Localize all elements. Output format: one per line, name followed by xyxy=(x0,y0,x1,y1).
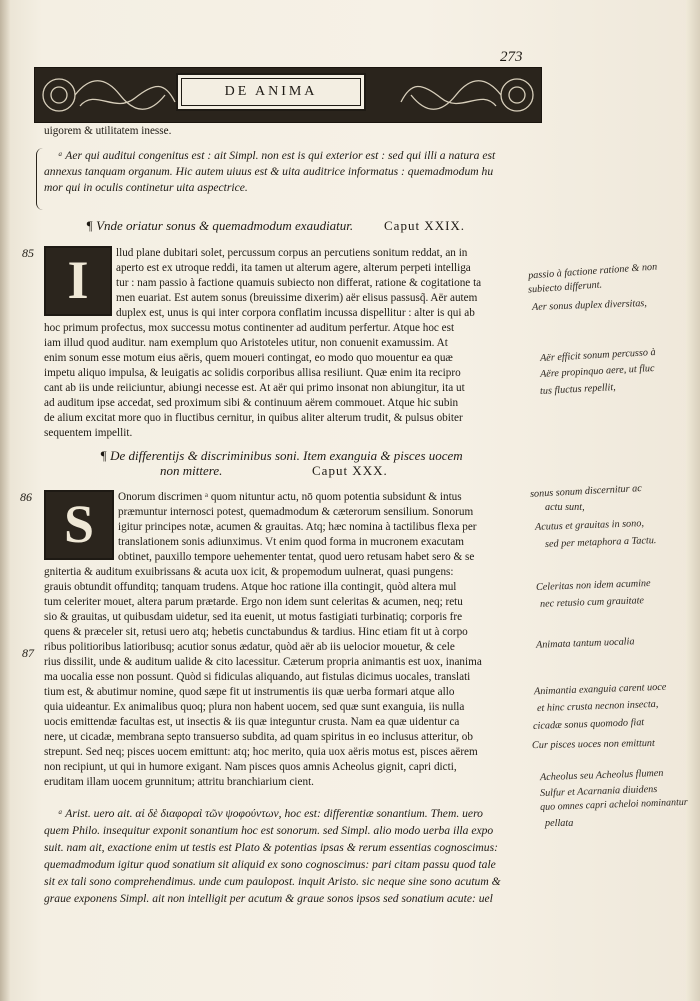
para-85-line: enim sonum esse motum eius aëris, quem moueri contingat, eo modo quo mouentur ea quæ xyxy=(44,352,453,364)
note-b-line: quem Philo. insequitur exponit sonantium hoc est sonorum. sed Simpl. alio modo uerba illa expo xyxy=(44,824,494,837)
para-86-line: ribus politioribus latioribusq; acutior sonus ædatur, quòd aër ab iis uelocior mouetur, & cele xyxy=(44,641,455,653)
marginal-note: et hinc crusta necnon insecta, xyxy=(536,698,659,715)
decorated-initial-I: I xyxy=(44,246,112,316)
para-86-line: præmuntur internosci potest, quemadmodum & cæterorum sensilium. Sonorum xyxy=(118,506,474,518)
para-85-line: men euariat. Est autem sonus (breuissime dixerim) aër elisus passusq̃. Aër autem xyxy=(116,292,478,304)
para-85-line: ad auditum ipse accedat, sed proximum sibi & continuum aërem commouet. Atque hic subin xyxy=(44,397,459,409)
para-86-line: Onorum discrimen ᵃ quom nituntur actu, nō quom potentia subsidunt & intus xyxy=(118,491,462,503)
para-86-line: tum celeriter mouet, altera parum prætarde. Ergo non idem sunt celeritas & acumen, neq; retu xyxy=(44,596,463,608)
para-85-line: de alium excitat more quo in fluctibus cernitur, in quibus aliter alterum trudit, & pulsus obiter xyxy=(44,412,463,424)
para-86-line: obtinet, pauxillo tempore uehementer tentat, quod uero retusam habet sero & se xyxy=(118,551,475,563)
para-86-line: eruditam illam uocem grunnitum; attritu branchiarium cient. xyxy=(44,776,314,788)
marginal-note: Aër efficit sonum percusso à xyxy=(539,346,656,365)
para-86-line: non recipiunt, ut qui in humore exigant. Nam pisces quos amnis Acheolus gignit, capri dicti, xyxy=(44,761,457,773)
note-b-line: quemadmodum igitur quod sonatium sit aliquid ex sono cognoscimus: pari citam passu quod tale xyxy=(44,858,496,871)
para-85-line: llud plane dubitari solet, percussum corpus an percutiens sonitum reddat, an in xyxy=(116,247,468,259)
para-85-line: duplex est, unus is qui inter corpora conflatim incussa dispellitur : alter is qui ab xyxy=(116,307,475,319)
note-a-line: ᵃ Aer qui auditui congenitus est : ait Simpl. non est is qui exterior est : sed qui illi a natura est xyxy=(58,149,496,162)
margin-number-87: 87 xyxy=(22,646,34,660)
margin-number-85: 85 xyxy=(22,246,34,260)
note-bracket xyxy=(36,148,43,210)
note-b-line: sit ex tali sono comprehendimus. unde cum paulopost. inquit Aristo. sic neque sine sono acutum & xyxy=(44,875,501,888)
para-85-line: cant ab iis unde reiiciuntur, abiungi necesse est. At aër qui primo insonat non abiungitur, ita ut xyxy=(44,382,465,394)
para-85-line: aperto est ex utroque reddi, ita tamen ut alterum agere, alterum perpeti intelliga xyxy=(116,262,471,274)
para-86-line: quia uideantur. Ex animalibus quoq; plura non habent uocem, sed quæ sunt exanguia, iis nulla xyxy=(44,701,465,713)
chapter-29-caput: Caput XXIX. xyxy=(384,218,466,233)
para-86-line: strepunt. Sed neq; pisces uocem emittunt: atq; hoc merito, quia uox aëris motus est, pisces aërem xyxy=(44,746,478,758)
margin-number-86: 86 xyxy=(20,490,32,504)
marginal-note: quo omnes capri acheloi nominantur xyxy=(540,796,688,813)
page-spine-shadow xyxy=(0,0,10,1001)
note-a-line: mor qui in oculis continetur uita aspectrice. xyxy=(44,181,248,194)
note-b-line: graue exponens Simpl. ait non intelligit per acutum & graue sonos ipsos sed sonatium acute: uel xyxy=(44,892,493,905)
para-86-line: translationem sonis adiunximus. Vt enim quod forma in mucronem exacutam xyxy=(118,536,464,548)
para-86-line: sio & grauitas, ut quibusdam uidetur, sed ita euenit, ut motus fastigiati turbinatiq; corporis fre xyxy=(44,611,463,623)
para-86-line: nere, ut cicadæ, membrana septo transuerso subdita, ad quam spiritus in eo inclusus atteritur, ob xyxy=(44,731,473,743)
page-edge-shadow xyxy=(686,0,700,1001)
intro-line: uigorem & utilitatem inesse. xyxy=(44,125,172,137)
para-86-line: quens & præceler sit, retusi uero atq; hebetis cunctabundus & tardius. Hinc etiam fit ut à corpo xyxy=(44,626,468,638)
para-86-line: grauis obtundit offunditq; tanquam trudens. Atque hoc ratione illa contingit, quòd altera mul xyxy=(44,581,457,593)
para-86-line: igitur principes notæ, acumen & grauitas. Atq; hæc nomina à tactilibus flexa per xyxy=(118,521,477,533)
marginal-note: pellata xyxy=(545,818,574,829)
para-86-line: ma uocalia esse non possunt. Quòd si fidiculas aliquando, aut fistulas dicimus uocales, translati xyxy=(44,671,471,683)
chapter-30-title: ¶ De differentijs & discriminibus soni. Item exanguia & pisces uocem xyxy=(100,448,463,463)
para-85-line: hoc primum profectus, mox successu motus continenter ad auditum perfertur. Atque hoc est xyxy=(44,322,455,334)
marginal-note: passio à factione ratione & non xyxy=(527,261,658,282)
marginal-note: cicadæ sonus quomodo fiat xyxy=(532,717,645,732)
chapter-30-caput: Caput XXX. xyxy=(312,463,388,478)
marginal-note: Aëre propinquo aere, ut fluc xyxy=(539,363,655,380)
marginal-note: sed per metaphora a Tactu. xyxy=(544,535,657,550)
marginal-note: Cur pisces uoces non emittunt xyxy=(531,737,655,752)
note-b-line: ᵃ Arist. uero ait. αἱ δὲ διαφοραὶ τῶν ψοφούντων, hoc est: differentiæ sonantium. Them. uero xyxy=(58,807,483,820)
note-a-line: annexus tanquam organum. Hic autem uiuus est & uita auditrice informatus : quemadmodum hu xyxy=(44,165,494,178)
para-85-line: tur : nam passio à factione quamuis subiecto non differat, ratione & cogitatione ta xyxy=(116,277,482,289)
marginal-note: Aer sonus duplex diversitas, xyxy=(531,297,648,314)
marginal-note: actu sunt, xyxy=(545,502,585,513)
para-86-line: uocis emittendæ facultas est, ut insectis & iis quæ integuntur crusta. Nam ea quæ uidentur ca xyxy=(44,716,460,728)
marginal-note: Acheolus seu Acheolus flumen xyxy=(539,767,664,784)
para-85-line: iam illud quod auditur. nam exemplum quo Aristoteles utitur, non conuenit examussim. At xyxy=(44,337,448,349)
marginal-note: Animata tantum uocalia xyxy=(535,636,635,651)
marginal-note: subiecto differunt. xyxy=(527,279,603,296)
pilcrow-icon: ¶ xyxy=(86,218,93,233)
chapter-29-title: ¶ Vnde oriatur sonus & quemadmodum exaudiatur. xyxy=(86,218,354,233)
running-title: DE ANIMA xyxy=(224,84,318,99)
chapter-30-title-line-2: non mittere. xyxy=(160,463,223,478)
marginal-note: Celeritas non idem acumine xyxy=(535,578,651,593)
para-86-line: rius dissilit, unde & auditum ualide & cito lacessitur. Cæterum propria animantis est uox, inanima xyxy=(44,656,482,668)
marginal-note: Acutus et grauitas in sono, xyxy=(534,518,645,533)
pilcrow-icon: ¶ xyxy=(100,448,107,463)
marginal-note: nec retusio cum grauitate xyxy=(539,595,645,610)
para-86-line: gnitertia & auditum exuibrissans & acuta uox icit, & propemodum uulnerat, quasi pungens: xyxy=(44,566,454,578)
marginal-note: Animantia exanguia carent uoce xyxy=(533,681,667,698)
marginal-note: sonus sonum discernitur ac xyxy=(529,483,642,500)
para-85-line: sequentem impellit. xyxy=(44,427,133,439)
decorated-initial-S: S xyxy=(44,490,114,560)
marginal-note: tus fluctus repellit, xyxy=(539,382,616,397)
para-86-line: tium est, & abutimur nomine, quod sæpe fit ut instrumentis iis quæ uerba formari atque allo xyxy=(44,686,455,698)
page-number: 273 xyxy=(500,49,523,65)
marginal-note: Sulfur et Acarnania diuidens xyxy=(539,783,658,800)
note-b-line: suit. nam ait, exactione enim ut testis est Plato & potentias ipsas & rerum essentias cognoscimus: xyxy=(44,841,498,854)
running-title-cartouche xyxy=(176,73,366,111)
para-85-line: impetu aliquo impulsa, & leuigatis ac solidis corporibus allisa resiliunt. Quæ enim ita recipro xyxy=(44,367,461,379)
